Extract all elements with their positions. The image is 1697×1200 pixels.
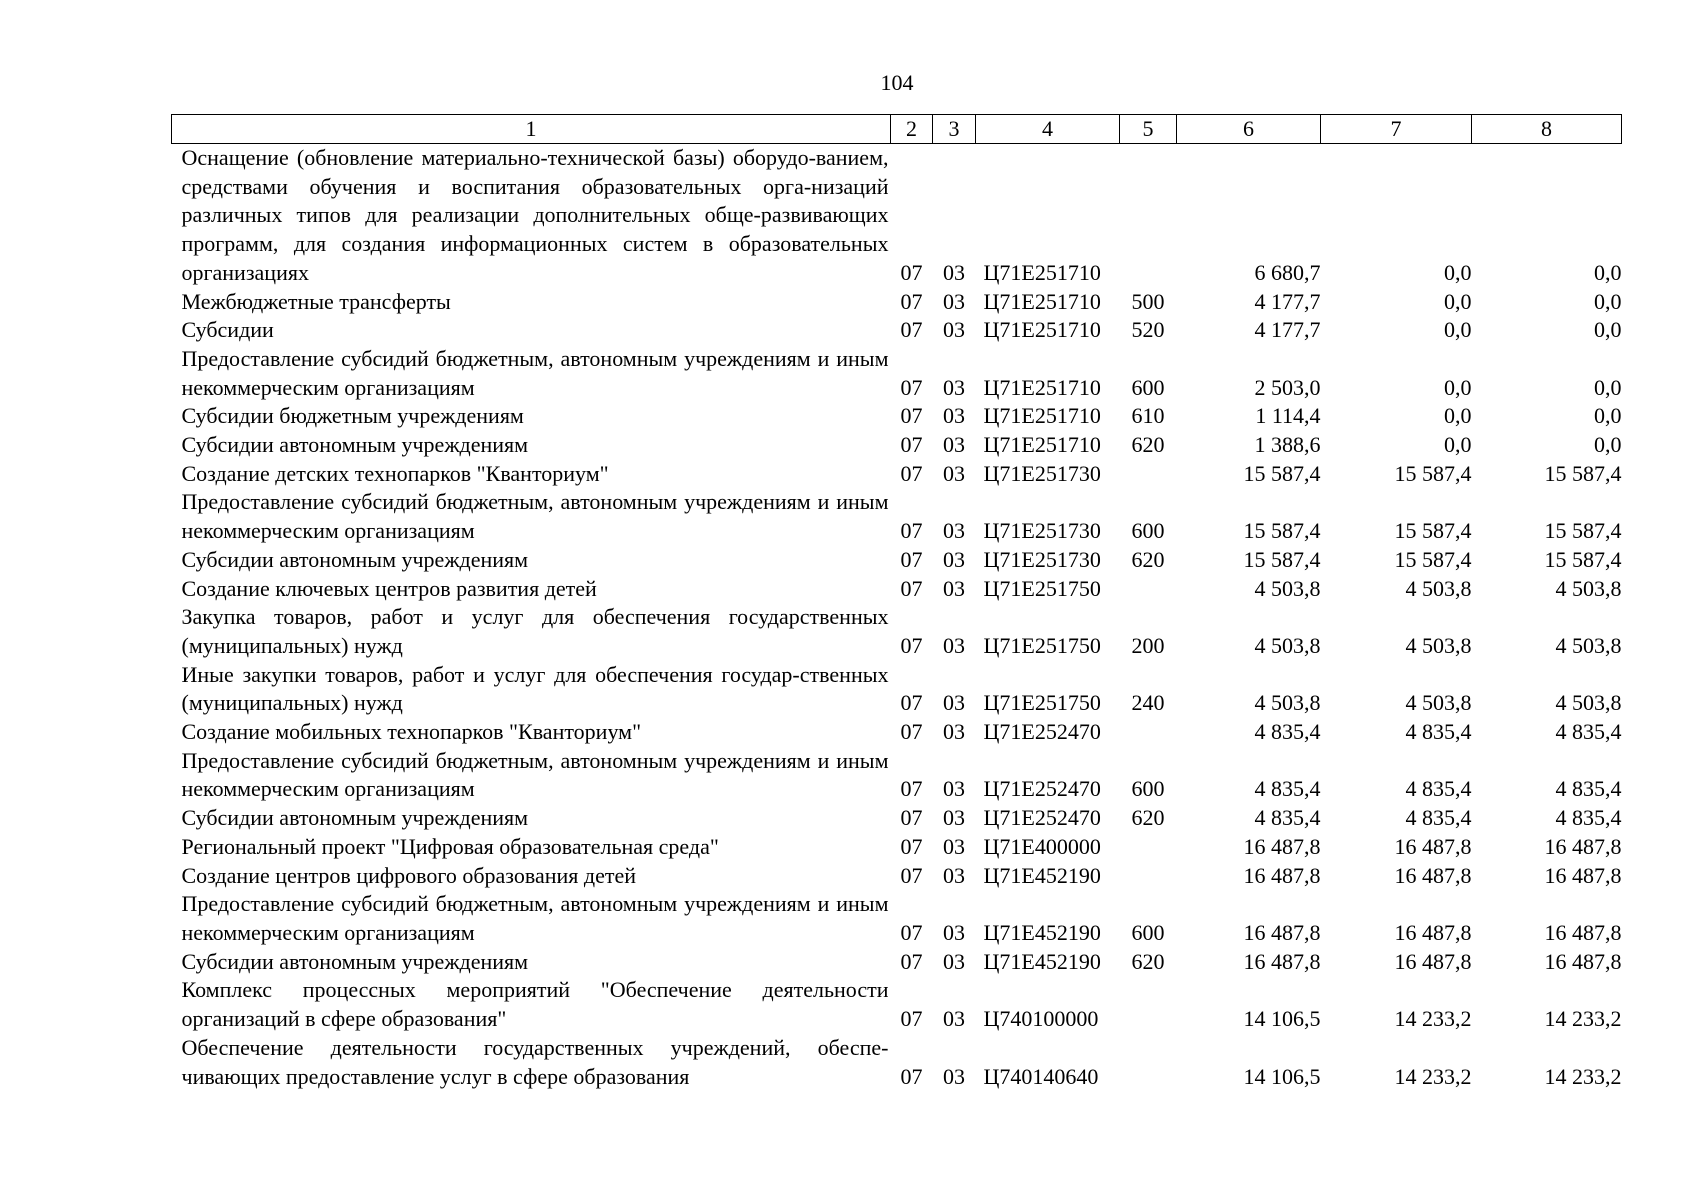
row-expense-type: 600 <box>1131 776 1165 802</box>
row-amount-col-7: 15 587,4 <box>1394 460 1472 486</box>
row-name: Субсидии <box>181 317 274 343</box>
row-amount-col-7: 15 587,4 <box>1394 518 1472 544</box>
row-name: Субсидии автономным учреждениям <box>181 546 529 572</box>
row-target-article: Ц71Е452190 <box>983 948 1101 974</box>
row-subsection: 03 <box>943 575 965 601</box>
row-subsection: 03 <box>943 805 965 831</box>
row-section: 07 <box>900 259 923 285</box>
row-amount-col-6: 4 835,4 <box>1254 776 1321 802</box>
row-subsection: 03 <box>943 833 965 859</box>
row-amount-col-8: 4 835,4 <box>1555 776 1622 802</box>
row-section: 07 <box>900 518 923 544</box>
row-amount-col-7: 16 487,8 <box>1394 862 1472 888</box>
table-row <box>172 833 1622 862</box>
row-amount-col-8: 4 503,8 <box>1555 690 1622 716</box>
row-subsection: 03 <box>943 690 965 716</box>
row-target-article: Ц71Е251750 <box>983 575 1101 601</box>
row-name: Региональный проект "Цифровая образовательная среда" <box>181 833 719 859</box>
row-amount-col-8: 16 487,8 <box>1544 862 1622 888</box>
row-section: 07 <box>900 948 923 974</box>
row-amount-col-6: 14 106,5 <box>1243 1063 1321 1089</box>
row-subsection: 03 <box>943 1063 965 1089</box>
row-amount-col-8: 16 487,8 <box>1544 833 1622 859</box>
row-amount-col-6: 15 587,4 <box>1243 460 1321 486</box>
row-name: Закупка товаров, работ и услуг для обеспечения государственных (муниципальных) нужд <box>181 604 889 658</box>
row-amount-col-8: 0,0 <box>1594 432 1622 458</box>
budget-table <box>171 114 1622 1091</box>
row-amount-col-7: 16 487,8 <box>1394 948 1472 974</box>
row-amount-col-7: 4 835,4 <box>1405 776 1472 802</box>
row-name: Комплекс процессных мероприятий "Обеспечение деятельности организаций в сфере образования" <box>181 977 889 1032</box>
row-amount-col-6: 16 487,8 <box>1243 833 1321 859</box>
row-expense-type <box>1120 144 1177 288</box>
row-amount-col-7: 4 503,8 <box>1405 690 1472 716</box>
header-col-1: 1 <box>172 115 891 144</box>
table-row <box>172 488 1622 545</box>
row-target-article: Ц71Е251750 <box>983 690 1101 716</box>
row-amount-col-8: 16 487,8 <box>1544 919 1622 945</box>
row-subsection: 03 <box>943 948 965 974</box>
row-subsection: 03 <box>943 288 965 314</box>
row-subsection: 03 <box>943 1006 965 1032</box>
row-expense-type: 620 <box>1131 805 1165 831</box>
row-expense-type: 600 <box>1131 374 1165 400</box>
row-target-article: Ц71Е251710 <box>983 432 1101 458</box>
row-amount-col-6: 4 835,4 <box>1254 719 1321 745</box>
table-header <box>172 115 1622 144</box>
row-amount-col-8: 0,0 <box>1594 317 1622 343</box>
row-name: Предоставление субсидий бюджетным, автономным учреждениям и иным некоммерческим организациям <box>181 489 889 544</box>
row-name: Субсидии бюджетным учреждениям <box>181 403 524 429</box>
row-target-article: Ц71Е251710 <box>983 374 1101 400</box>
row-name: Предоставление субсидий бюджетным, автономным учреждениям и иным некоммерческим организациям <box>181 345 889 400</box>
row-amount-col-7: 14 233,2 <box>1394 1006 1472 1032</box>
row-target-article: Ц740100000 <box>983 1006 1099 1032</box>
row-subsection: 03 <box>943 518 965 544</box>
row-target-article: Ц740140640 <box>983 1063 1099 1089</box>
row-section: 07 <box>900 288 923 314</box>
row-amount-col-8: 0,0 <box>1594 288 1622 314</box>
header-col-6: 6 <box>1177 115 1321 144</box>
row-name: Обеспечение деятельности государственных учреждений, обеспе-чивающих предоставление услуг в сфере образования <box>181 1034 889 1089</box>
row-amount-col-6: 15 587,4 <box>1243 518 1321 544</box>
table-row <box>172 804 1622 833</box>
row-amount-col-6: 16 487,8 <box>1243 919 1321 945</box>
table-row <box>172 402 1622 431</box>
table-row <box>172 144 1622 288</box>
row-subsection: 03 <box>943 374 965 400</box>
row-section: 07 <box>900 1006 923 1032</box>
row-amount-col-6: 4 503,8 <box>1254 690 1321 716</box>
row-target-article: Ц71Е251710 <box>983 259 1101 285</box>
table-row <box>172 661 1622 718</box>
row-amount-col-8: 16 487,8 <box>1544 948 1622 974</box>
row-name: Субсидии автономным учреждениям <box>181 805 529 831</box>
row-expense-type: 240 <box>1131 690 1165 716</box>
table-row <box>172 345 1622 402</box>
row-subsection: 03 <box>943 719 965 745</box>
header-col-5: 5 <box>1120 115 1177 144</box>
row-expense-type <box>1120 862 1177 891</box>
table-row <box>172 288 1622 317</box>
row-target-article: Ц71Е252470 <box>983 719 1101 745</box>
row-amount-col-8: 4 503,8 <box>1555 575 1622 601</box>
row-expense-type <box>1120 575 1177 604</box>
row-amount-col-7: 0,0 <box>1444 317 1472 343</box>
row-subsection: 03 <box>943 546 965 572</box>
row-amount-col-8: 4 835,4 <box>1555 805 1622 831</box>
row-expense-type <box>1120 833 1177 862</box>
row-amount-col-7: 4 503,8 <box>1405 575 1472 601</box>
row-subsection: 03 <box>943 632 965 658</box>
row-amount-col-7: 16 487,8 <box>1394 833 1472 859</box>
row-section: 07 <box>900 374 923 400</box>
row-amount-col-7: 0,0 <box>1444 288 1472 314</box>
row-expense-type: 600 <box>1131 518 1165 544</box>
table-row <box>172 862 1622 891</box>
row-section: 07 <box>900 919 923 945</box>
row-amount-col-8: 14 233,2 <box>1544 1063 1622 1089</box>
row-amount-col-7: 14 233,2 <box>1394 1063 1472 1089</box>
row-amount-col-8: 14 233,2 <box>1544 1006 1622 1032</box>
row-amount-col-6: 16 487,8 <box>1243 948 1321 974</box>
row-section: 07 <box>900 690 923 716</box>
row-amount-col-8: 4 503,8 <box>1555 632 1622 658</box>
row-target-article: Ц71Е251710 <box>983 403 1101 429</box>
header-row <box>172 115 1622 144</box>
row-subsection: 03 <box>943 317 965 343</box>
row-amount-col-6: 16 487,8 <box>1243 862 1321 888</box>
row-subsection: 03 <box>943 862 965 888</box>
row-amount-col-7: 15 587,4 <box>1394 546 1472 572</box>
row-amount-col-6: 2 503,0 <box>1254 374 1321 400</box>
row-section: 07 <box>900 776 923 802</box>
table-row <box>172 948 1622 977</box>
row-target-article: Ц71Е251710 <box>983 288 1101 314</box>
row-expense-type <box>1120 1034 1177 1091</box>
header-col-7: 7 <box>1321 115 1472 144</box>
row-target-article: Ц71Е251730 <box>983 518 1101 544</box>
row-section: 07 <box>900 862 923 888</box>
row-section: 07 <box>900 719 923 745</box>
row-amount-col-7: 16 487,8 <box>1394 919 1472 945</box>
row-expense-type: 600 <box>1131 919 1165 945</box>
row-target-article: Ц71Е252470 <box>983 805 1101 831</box>
row-amount-col-6: 4 177,7 <box>1254 317 1321 343</box>
row-target-article: Ц71Е452190 <box>983 862 1101 888</box>
row-amount-col-7: 4 503,8 <box>1405 632 1472 658</box>
row-section: 07 <box>900 805 923 831</box>
table-body <box>172 144 1622 1092</box>
row-expense-type: 500 <box>1131 288 1165 314</box>
row-expense-type <box>1120 718 1177 747</box>
row-target-article: Ц71Е251730 <box>983 546 1101 572</box>
row-target-article: Ц71Е252470 <box>983 776 1101 802</box>
table-row <box>172 316 1622 345</box>
row-name: Создание центров цифрового образования детей <box>181 862 636 888</box>
header-col-2: 2 <box>891 115 933 144</box>
row-target-article: Ц71Е400000 <box>983 833 1101 859</box>
row-subsection: 03 <box>943 259 965 285</box>
row-subsection: 03 <box>943 403 965 429</box>
row-subsection: 03 <box>943 776 965 802</box>
row-expense-type: 620 <box>1131 546 1165 572</box>
row-expense-type <box>1120 976 1177 1033</box>
row-section: 07 <box>900 546 923 572</box>
row-amount-col-8: 0,0 <box>1594 403 1622 429</box>
row-amount-col-6: 4 835,4 <box>1254 805 1321 831</box>
row-name: Предоставление субсидий бюджетным, автономным учреждениям и иным некоммерческим организациям <box>181 747 889 802</box>
row-section: 07 <box>900 575 923 601</box>
row-name: Создание ключевых центров развития детей <box>181 575 597 601</box>
row-section: 07 <box>900 460 923 486</box>
table-row <box>172 603 1622 660</box>
row-amount-col-8: 15 587,4 <box>1544 518 1622 544</box>
row-target-article: Ц71Е251750 <box>983 632 1101 658</box>
row-subsection: 03 <box>943 460 965 486</box>
table-row <box>172 460 1622 489</box>
row-section: 07 <box>900 632 923 658</box>
row-amount-col-7: 0,0 <box>1444 374 1472 400</box>
header-col-3: 3 <box>933 115 976 144</box>
row-expense-type <box>1120 460 1177 489</box>
row-section: 07 <box>900 1063 923 1089</box>
row-amount-col-8: 15 587,4 <box>1544 546 1622 572</box>
row-amount-col-6: 15 587,4 <box>1243 546 1321 572</box>
row-name: Создание мобильных технопарков "Кванториум" <box>181 719 642 745</box>
row-amount-col-7: 4 835,4 <box>1405 805 1472 831</box>
row-name: Оснащение (обновление материально-технической базы) оборудо-ванием, средствами обучения и воспитания образовательных орга-низаций различных типов для реализации дополнительных обще-развивающих программ, для создания информационных систем в образовательных организациях <box>181 145 889 285</box>
row-name: Создание детских технопарков "Кванториум" <box>181 460 609 486</box>
row-amount-col-8: 0,0 <box>1594 259 1622 285</box>
row-amount-col-6: 1 388,6 <box>1254 432 1321 458</box>
row-name: Субсидии автономным учреждениям <box>181 432 529 458</box>
row-amount-col-8: 4 835,4 <box>1555 719 1622 745</box>
row-amount-col-6: 4 503,8 <box>1254 632 1321 658</box>
row-section: 07 <box>900 403 923 429</box>
row-name: Предоставление субсидий бюджетным, автономным учреждениям и иным некоммерческим организациям <box>181 891 889 945</box>
row-section: 07 <box>900 833 923 859</box>
row-amount-col-8: 15 587,4 <box>1544 460 1622 486</box>
row-amount-col-7: 0,0 <box>1444 259 1472 285</box>
row-amount-col-7: 0,0 <box>1444 403 1472 429</box>
row-target-article: Ц71Е251710 <box>983 317 1101 343</box>
row-amount-col-7: 0,0 <box>1444 432 1472 458</box>
row-amount-col-6: 1 114,4 <box>1255 403 1321 429</box>
row-amount-col-7: 4 835,4 <box>1405 719 1472 745</box>
table-row <box>172 575 1622 604</box>
row-amount-col-8: 0,0 <box>1594 374 1622 400</box>
row-amount-col-6: 4 503,8 <box>1254 575 1321 601</box>
row-expense-type: 620 <box>1131 432 1165 458</box>
row-name: Иные закупки товаров, работ и услуг для обеспечения государ-ственных (муниципальных) нужд <box>181 661 889 716</box>
page-number: 104 <box>880 70 914 95</box>
row-amount-col-6: 6 680,7 <box>1254 259 1321 285</box>
table-row <box>172 890 1622 947</box>
row-name: Субсидии автономным учреждениям <box>181 948 529 974</box>
row-expense-type: 200 <box>1131 632 1165 658</box>
table-row <box>172 976 1622 1033</box>
row-amount-col-6: 4 177,7 <box>1254 288 1321 314</box>
table-row <box>172 747 1622 804</box>
row-section: 07 <box>900 317 923 343</box>
row-expense-type: 610 <box>1131 403 1165 429</box>
row-target-article: Ц71Е452190 <box>983 919 1101 945</box>
row-expense-type: 520 <box>1131 317 1165 343</box>
table-row <box>172 718 1622 747</box>
row-subsection: 03 <box>943 919 965 945</box>
row-amount-col-6: 14 106,5 <box>1243 1006 1321 1032</box>
row-target-article: Ц71Е251730 <box>983 460 1101 486</box>
table-row <box>172 1034 1622 1091</box>
table-row <box>172 546 1622 575</box>
row-section: 07 <box>900 432 923 458</box>
table-row <box>172 431 1622 460</box>
row-subsection: 03 <box>943 432 965 458</box>
header-col-8: 8 <box>1472 115 1622 144</box>
row-expense-type: 620 <box>1131 948 1165 974</box>
header-col-4: 4 <box>976 115 1120 144</box>
row-name: Межбюджетные трансферты <box>181 288 451 314</box>
